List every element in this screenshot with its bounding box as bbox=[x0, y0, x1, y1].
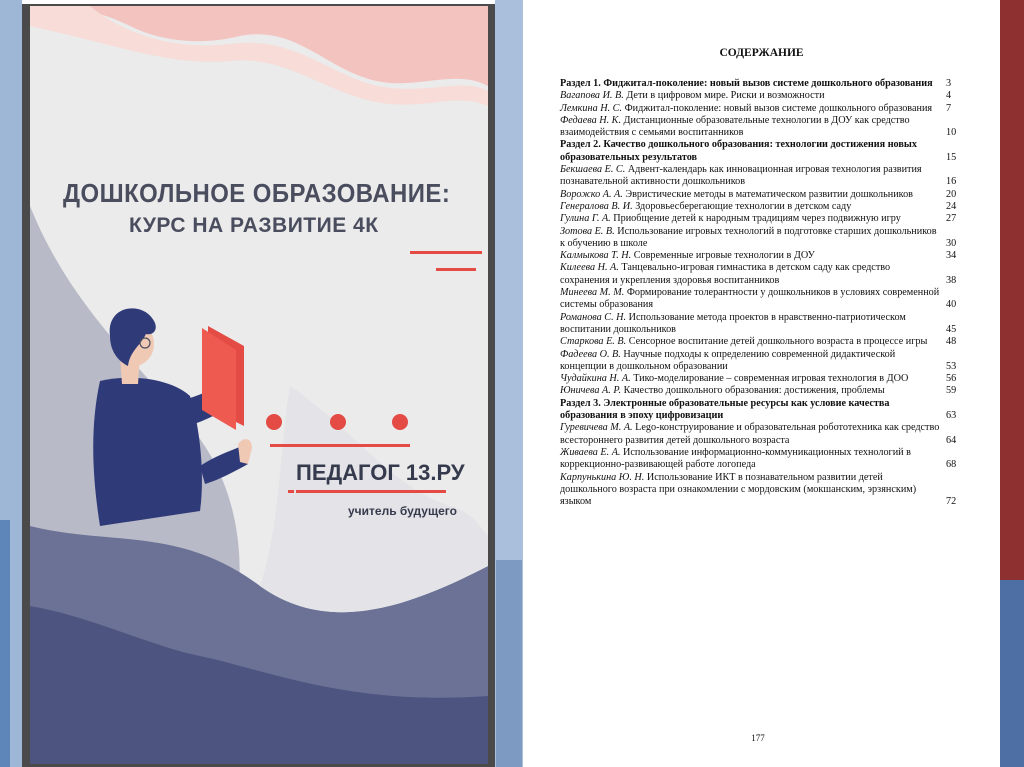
toc-entry-text bbox=[560, 312, 940, 337]
toc-author: Юничева А. Р. bbox=[560, 385, 622, 397]
toc-entry-text bbox=[560, 385, 940, 397]
toc-item bbox=[560, 115, 988, 140]
cover-subtitle: КУРС НА РАЗВИТИЕ 4К bbox=[129, 214, 379, 237]
toc-page-number: 4 bbox=[946, 90, 952, 102]
toc-section bbox=[560, 78, 988, 90]
book-cover bbox=[22, 4, 495, 767]
toc-title: Дети в цифровом мире. Риски и возможности bbox=[626, 90, 825, 102]
toc-title: Современные игровые технологии в ДОУ bbox=[633, 250, 815, 262]
toc-item bbox=[560, 201, 988, 213]
toc-title: Адвент-календарь как инновационная игровая технология развития познавательной активности дошкольников bbox=[560, 164, 922, 188]
toc-entry-text bbox=[560, 422, 940, 447]
toc-item bbox=[560, 336, 988, 348]
toc-item bbox=[560, 385, 988, 397]
toc-item bbox=[560, 250, 988, 262]
toc-page-number: 48 bbox=[946, 336, 957, 348]
toc-page-number: 3 bbox=[946, 78, 952, 89]
toc-page-number: 15 bbox=[946, 151, 957, 163]
toc-page-number: 68 bbox=[946, 459, 957, 471]
toc-author: Бекшаева Е. С. bbox=[560, 164, 626, 176]
toc-author: Карпунькина Ю. Н. bbox=[560, 471, 645, 483]
red-line bbox=[270, 444, 410, 447]
toc-entry-text bbox=[560, 201, 940, 213]
toc-section bbox=[560, 398, 988, 423]
toc-entry-text: Раздел 3. Электронные образовательные ресурсы как условие качества образования в эпоху цифровизации bbox=[560, 397, 890, 422]
toc-entry-text bbox=[560, 262, 940, 287]
toc-entry-text bbox=[560, 164, 940, 189]
toc-item bbox=[560, 226, 988, 251]
toc-item bbox=[560, 103, 988, 115]
toc-author: Гулина Г. А. bbox=[560, 213, 611, 225]
toc-page-number: 34 bbox=[946, 250, 957, 262]
red-dot bbox=[266, 414, 282, 430]
toc-entry-text bbox=[560, 447, 940, 472]
page-number: 177 bbox=[751, 733, 765, 743]
toc-title: Эвристические методы в математическом развитии дошкольников bbox=[625, 188, 913, 200]
toc-entry-text bbox=[560, 349, 940, 374]
red-line bbox=[436, 268, 476, 271]
toc-item bbox=[560, 213, 988, 225]
toc-title: Качество дошкольного образования: достижения, проблемы bbox=[623, 385, 885, 397]
toc-author: Фадеева О. В. bbox=[560, 348, 621, 360]
toc-item bbox=[560, 447, 988, 472]
toc-author: Килеева Н. А. bbox=[560, 262, 619, 274]
toc-section bbox=[560, 139, 988, 164]
slide-right-border-accent bbox=[1000, 580, 1024, 767]
toc-item bbox=[560, 312, 988, 337]
toc-page-number: 27 bbox=[946, 213, 957, 225]
toc-page-number: 38 bbox=[946, 274, 957, 286]
toc-item bbox=[560, 422, 988, 447]
toc-page-number: 40 bbox=[946, 299, 957, 311]
toc-author: Генералова В. И. bbox=[560, 200, 633, 212]
toc-item bbox=[560, 90, 988, 102]
toc-item bbox=[560, 164, 988, 189]
toc-page-number: 24 bbox=[946, 200, 957, 212]
table-of-contents-page bbox=[523, 0, 1000, 767]
toc-title: Тико-моделирование – современная игровая технология в ДОО bbox=[633, 373, 909, 385]
toc-author: Зотова Е. В. bbox=[560, 225, 615, 237]
toc-author: Вагапова И. В. bbox=[560, 90, 624, 102]
toc-entry-text bbox=[560, 90, 940, 102]
toc-list bbox=[560, 78, 988, 508]
toc-page-number: 45 bbox=[946, 323, 957, 335]
toc-page-number: 16 bbox=[946, 176, 957, 188]
toc-item bbox=[560, 373, 988, 385]
toc-entry-text bbox=[560, 250, 940, 262]
toc-author: Гуревичева М. А. bbox=[560, 422, 633, 434]
toc-title: Здоровьесберегающие технологии в детском саду bbox=[635, 200, 852, 212]
toc-title: Lego-конструирование и образовательная робототехника как средство всестороннего развития детей дошкольного возраста bbox=[560, 422, 940, 446]
toc-page-number: 63 bbox=[946, 410, 957, 422]
toc-author: Чудайкина Н. А. bbox=[560, 373, 631, 385]
toc-author: Романова С. Н. bbox=[560, 311, 627, 323]
red-line bbox=[296, 490, 446, 493]
toc-author: Живаева Е. А. bbox=[560, 446, 621, 458]
toc-item bbox=[560, 189, 988, 201]
toc-title: Фиджитал-поколение: новый вызов системе дошкольного образования bbox=[624, 102, 933, 114]
cover-brand-logo: ПЕДАГОГ 13.РУ bbox=[296, 460, 465, 485]
red-line bbox=[410, 251, 482, 254]
toc-title: Научные подходы к определению современной дидактической концепции в дошкольном образовании bbox=[560, 348, 896, 372]
cover-tagline: учитель будущего bbox=[348, 504, 457, 518]
toc-entry-text bbox=[560, 103, 940, 115]
toc-title: Формирование толерантности у дошкольников в условиях современной системы образования bbox=[560, 287, 940, 311]
light-wave-right bbox=[260, 386, 488, 612]
toc-entry-text bbox=[560, 373, 940, 385]
toc-page-number: 30 bbox=[946, 237, 957, 249]
toc-entry-text bbox=[560, 115, 940, 140]
toc-title: Использование метода проектов в нравственно-патриотическом воспитании дошкольников bbox=[560, 311, 906, 335]
toc-item bbox=[560, 472, 988, 509]
toc-page-number: 10 bbox=[946, 127, 957, 139]
red-dot bbox=[392, 414, 408, 430]
toc-author: Ворожко А. А. bbox=[560, 188, 623, 200]
toc-title: Приобщение детей к народным традициям через подвижную игру bbox=[613, 213, 901, 225]
book-cover-artwork bbox=[30, 6, 488, 764]
red-line bbox=[288, 490, 294, 493]
toc-page-number: 72 bbox=[946, 496, 957, 508]
toc-entry-text bbox=[560, 189, 940, 201]
cover-title: ДОШКОЛЬНОЕ ОБРАЗОВАНИЕ: bbox=[63, 178, 451, 208]
toc-author: Минеева М. М. bbox=[560, 287, 625, 299]
toc-item bbox=[560, 349, 988, 374]
toc-entry-text bbox=[560, 336, 940, 348]
toc-page-number: 64 bbox=[946, 434, 957, 446]
slide-left-border-accent bbox=[0, 520, 10, 767]
toc-page-number: 56 bbox=[946, 373, 957, 385]
toc-entry-text: Раздел 2. Качество дошкольного образования: технологии достижения новых образовательных результатов bbox=[560, 139, 917, 163]
toc-page-number: 7 bbox=[946, 102, 952, 114]
cover-illustration bbox=[30, 6, 488, 764]
toc-author: Старкова Е. В. bbox=[560, 336, 627, 348]
toc-page-number: 53 bbox=[946, 360, 957, 372]
toc-item bbox=[560, 262, 988, 287]
toc-entry-text bbox=[560, 472, 940, 509]
slide-center-divider-accent bbox=[496, 560, 522, 767]
toc-title: Использование ИКТ в познавательном развитии детей дошкольного возраста при ознакомлении с мордовским (мокшанским, эрзянским) языком bbox=[560, 471, 917, 508]
toc-title: Использование игровых технологий в подготовке старших дошкольников к обучению в школе bbox=[560, 225, 937, 249]
toc-entry-text bbox=[560, 213, 940, 225]
toc-entry-text bbox=[560, 226, 940, 251]
toc-item bbox=[560, 287, 988, 312]
toc-author: Калмыкова Т. Н. bbox=[560, 250, 632, 262]
toc-author: Лемкина Н. С. bbox=[560, 102, 623, 114]
red-dot bbox=[330, 414, 346, 430]
toc-title: Сенсорное воспитание детей дошкольного возраста в процессе игры bbox=[628, 336, 928, 348]
toc-entry-text: Раздел 1. Фиджитал-поколение: новый вызов системе дошкольного образования bbox=[560, 78, 933, 89]
toc-author: Федаева Н. К. bbox=[560, 114, 621, 126]
toc-title: Использование информационно-коммуникационных технологий в коррекционно-развивающей работе логопеда bbox=[560, 446, 911, 471]
toc-title: Дистанционные образовательные технологии в ДОУ как средство взаимодействия с семьями воспитанников bbox=[560, 114, 910, 139]
toc-title: Танцевально-игровая гимнастика в детском саду как средство сохранения и укрепления здоровья воспитанников bbox=[560, 262, 891, 286]
toc-entry-text bbox=[560, 287, 940, 312]
toc-page-number: 20 bbox=[946, 188, 957, 200]
toc-page-number: 59 bbox=[946, 385, 957, 397]
toc-heading: СОДЕРЖАНИЕ bbox=[719, 47, 804, 59]
